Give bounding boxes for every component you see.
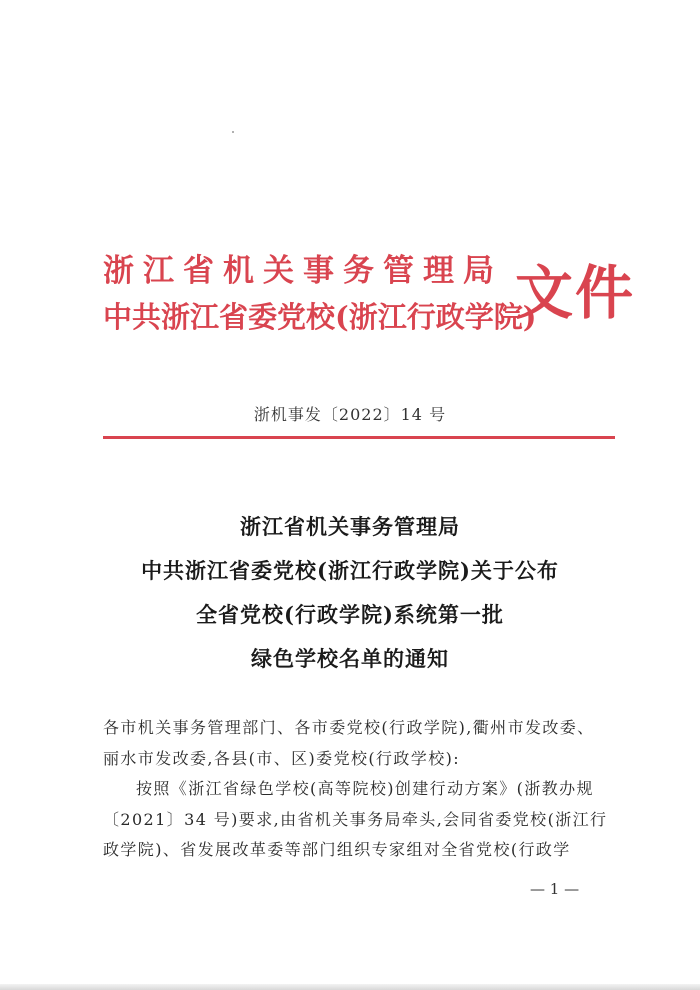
title-line: 中共浙江省委党校(浙江行政学院)关于公布	[141, 558, 559, 583]
notice-body	[103, 713, 623, 866]
issuer-name-2: 中共浙江省委党校(浙江行政学院)	[103, 300, 537, 334]
issuer-name-1: 浙江省机关事务管理局	[103, 253, 503, 289]
body-paragraph-line: 政学院)、省发展改革委等部门组织专家组对全省党校(行政学	[103, 840, 571, 859]
title-line: 全省党校(行政学院)系统第一批	[196, 602, 504, 627]
scan-speck	[232, 131, 234, 133]
title-line: 浙江省机关事务管理局	[240, 514, 460, 539]
body-paragraph-line: 按照《浙江省绿色学校(高等院校)创建行动方案》(浙教办规	[136, 779, 594, 798]
addressee-line: 各市机关事务管理部门、各市委党校(行政学院),衢州市发改委、	[103, 718, 595, 737]
page-number: — 1 —	[530, 880, 580, 898]
notice-title	[0, 505, 700, 681]
scan-bottom-edge	[0, 984, 700, 990]
document-header	[103, 248, 636, 348]
document-type-label: 文件	[515, 259, 636, 327]
red-divider	[103, 436, 615, 439]
body-paragraph-line: 〔2021〕34 号)要求,由省机关事务局牵头,会同省委党校(浙江行	[103, 809, 608, 829]
title-line: 绿色学校名单的通知	[251, 646, 449, 671]
addressee-line: 丽水市发改委,各县(市、区)委党校(行政学校):	[103, 748, 461, 768]
document-number: 浙机事发〔2022〕14 号	[253, 405, 447, 424]
